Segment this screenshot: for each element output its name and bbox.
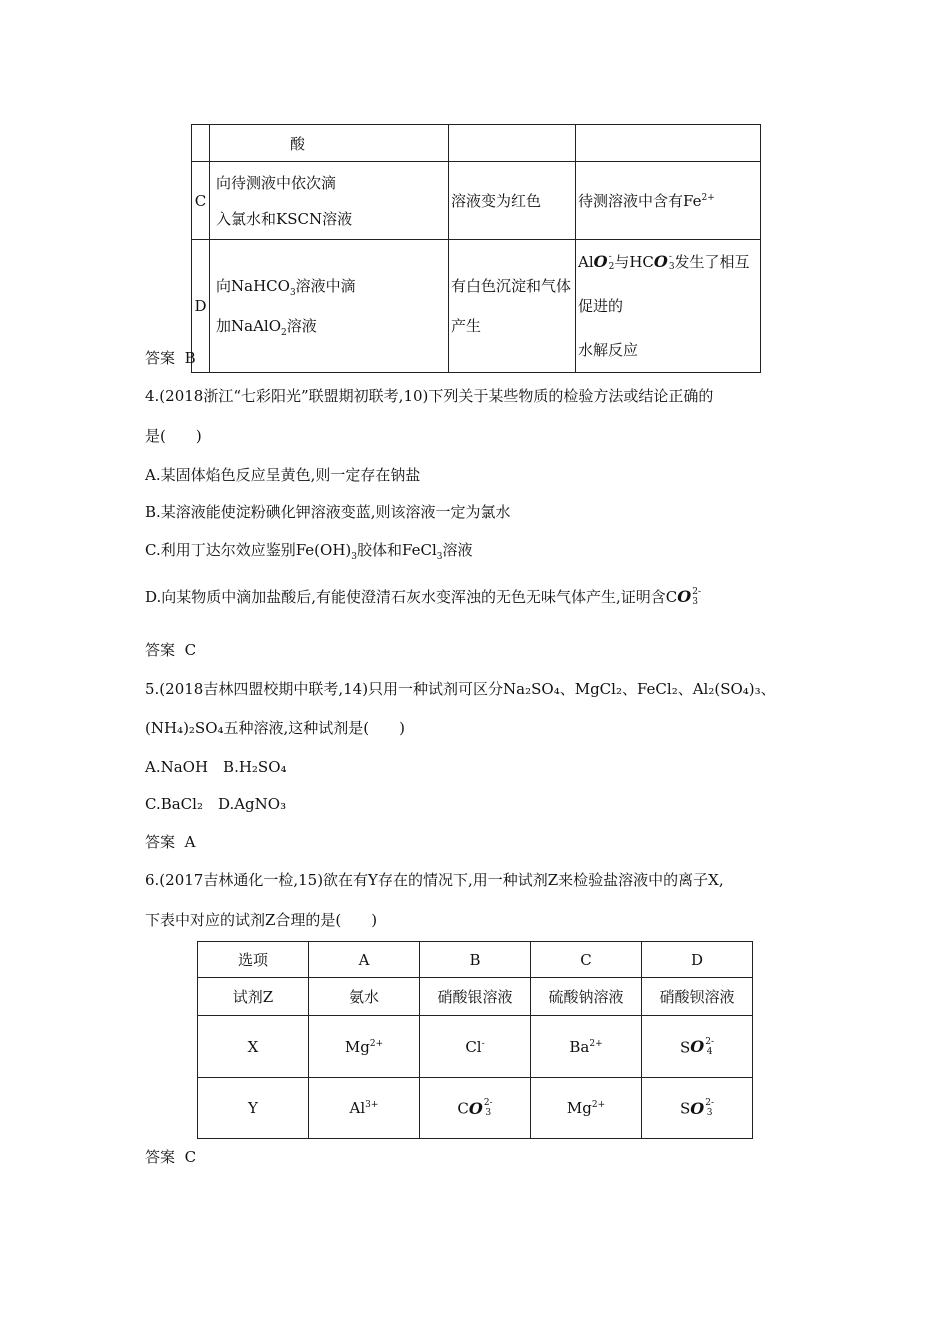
text-fragment: 与HC (614, 253, 654, 271)
ion-charge: 2+ (369, 1038, 384, 1049)
table-cell: 硝酸银溶液 (420, 978, 531, 1016)
oxygen-symbol: O (677, 587, 692, 606)
text-fragment: C.利用丁达尔效应鉴别Fe(OH) (145, 541, 352, 559)
conclusion-text: 待测溶液中含有Fe (578, 192, 702, 210)
question-stem: 4.(2018浙江“七彩阳光”联盟期初联考,10)下列关于某些物质的检验方法或结论正确的 (145, 387, 714, 405)
answer-label: 答案 (145, 1148, 176, 1166)
ion-index (484, 1098, 493, 1118)
table-row (198, 1016, 753, 1078)
answer-label: 答案 (145, 641, 176, 659)
ion-symbol: Mg (344, 1037, 370, 1056)
oxygen-symbol: O (690, 1098, 705, 1118)
table-header-row (198, 942, 753, 978)
table-cell-phenomenon (449, 125, 576, 162)
table-cell (309, 1016, 420, 1078)
table-cell (309, 1078, 420, 1139)
answer-label: 答案 (145, 833, 176, 851)
superscript: 2- (705, 1098, 714, 1108)
ion-charge: 2+ (589, 1038, 603, 1049)
question-stem: 下表中对应的试剂Z合理的是( ) (145, 911, 378, 929)
ion-formula (594, 240, 615, 284)
subscript: 3 (485, 1108, 492, 1118)
text-fragment: D.向某物质中滴加盐酸后,有能使澄清石灰水变浑浊的无色无味气体产生,证明含C (145, 588, 678, 606)
table-header-cell: D (642, 942, 753, 978)
conclusion-line (578, 240, 758, 328)
ion-formula (690, 1098, 714, 1118)
subscript: 3 (436, 552, 443, 562)
superscript: 2- (483, 1098, 493, 1108)
table-cell: 氨水 (309, 978, 420, 1016)
option-c (145, 539, 473, 560)
question-stem: 5.(2018吉林四盟校期中联考,14)只用一种试剂可区分Na₂SO₄、MgCl₂、FeCl₂、Al₂(SO₄)₃、 (145, 680, 776, 698)
reagent-table (197, 941, 753, 1139)
answer-line (145, 831, 195, 852)
answer-value: A (184, 833, 196, 851)
subscript: 3 (668, 262, 675, 272)
operation-line: 入氯水和KSCN溶液 (216, 209, 353, 228)
superscript: - (608, 252, 612, 262)
table-header-cell: 选项 (198, 942, 309, 978)
text-fragment: 溶液中滴 (295, 277, 356, 295)
text-fragment: 向NaHCO (216, 277, 290, 295)
answer-line (145, 347, 196, 368)
table-cell: 试剂Z (198, 978, 309, 1016)
table-cell-option: C (192, 162, 210, 240)
ion-symbol: S (680, 1099, 691, 1118)
phenomenon-line: 有白色沉淀和气体 (451, 277, 572, 295)
ion-charge: 2+ (701, 193, 715, 203)
subscript: 3 (692, 596, 698, 607)
ion-symbol: Mg (566, 1099, 592, 1117)
table-row (192, 240, 761, 373)
table-header-cell: A (309, 942, 420, 978)
text-fragment: 发生了相互促进的 (578, 253, 750, 315)
table-cell-operation: 酸 (210, 125, 449, 162)
question-stem: 是( ) (145, 427, 202, 445)
table-row (192, 162, 761, 240)
operation-line: 向待测液中依次滴 (216, 173, 337, 192)
ion-symbol: C (457, 1099, 469, 1118)
table-cell: 硝酸钡溶液 (642, 978, 753, 1016)
ion-formula (469, 1098, 493, 1118)
text-fragment: 胶体和FeCl (357, 541, 437, 559)
comparison-table-1 (191, 124, 761, 373)
oxygen-symbol: O (593, 252, 608, 271)
table-cell (642, 1078, 753, 1139)
table-cell: X (198, 1016, 309, 1078)
superscript: - (668, 252, 672, 262)
table-header-cell: C (531, 942, 642, 978)
answer-value: B (184, 349, 196, 367)
question-stem: (NH₄)₂SO₄五种溶液,这种试剂是( ) (145, 719, 405, 737)
text-fragment: 加NaAlO (216, 317, 281, 335)
oxygen-symbol: O (468, 1098, 483, 1118)
ion-charge: - (481, 1038, 485, 1049)
answer-value: C (184, 1148, 197, 1166)
ion-charge: 2+ (591, 1100, 606, 1110)
table-cell-option: D (192, 240, 210, 373)
table-row (198, 978, 753, 1016)
question-stem: 6.(2017吉林通化一检,15)欲在有Y存在的情况下,用一种试剂Z来检验盐溶液中的离子X, (145, 871, 724, 889)
subscript: 3 (351, 552, 357, 562)
table-cell-option (192, 125, 210, 162)
subscript: 2 (608, 262, 615, 272)
table-cell-phenomenon (449, 240, 576, 373)
ion-symbol: Al (349, 1099, 366, 1117)
table-row (198, 1078, 753, 1139)
option-d (145, 586, 701, 607)
option-a: A.某固体焰色反应呈黄色,则一定存在钠盐 (145, 466, 421, 484)
answer-value: C (184, 641, 197, 659)
answer-label: 答案 (145, 349, 176, 367)
ion-formula (690, 1037, 714, 1057)
table-cell (420, 1078, 531, 1139)
table-header-cell: B (420, 942, 531, 978)
table-cell: 硫酸钠溶液 (531, 978, 642, 1016)
table-row (192, 125, 761, 162)
text-fragment: Al (578, 253, 594, 271)
ion-index (692, 587, 701, 607)
text-fragment: 溶液 (442, 541, 473, 559)
ion-index (705, 1098, 714, 1118)
options-cd: C.BaCl₂ D.AgNO₃ (145, 795, 287, 813)
subscript: 2 (281, 328, 287, 338)
ion-formula (677, 587, 701, 607)
table-cell-operation (210, 240, 449, 373)
oxygen-symbol: O (653, 252, 668, 271)
table-cell (531, 1078, 642, 1139)
table-cell (642, 1016, 753, 1078)
subscript: 4 (706, 1046, 713, 1057)
operation-line (216, 306, 442, 346)
option-b: B.某溶液能使淀粉碘化钾溶液变蓝,则该溶液一定为氯水 (145, 503, 511, 521)
ion-symbol: Cl (465, 1037, 482, 1056)
table-cell (531, 1016, 642, 1078)
ion-index (705, 1037, 714, 1057)
text-fragment: 溶液 (286, 317, 317, 335)
options-ab: A.NaOH B.H₂SO₄ (145, 758, 287, 776)
ion-formula (654, 240, 675, 284)
answer-line (145, 639, 196, 660)
ion-symbol: Ba (569, 1037, 590, 1056)
superscript: 2- (692, 586, 701, 597)
table-cell-conclusion (576, 162, 761, 240)
table-cell-phenomenon: 溶液变为红色 (449, 162, 576, 240)
answer-line (145, 1146, 196, 1167)
phenomenon-line: 产生 (451, 317, 482, 335)
table-cell-conclusion (576, 125, 761, 162)
subscript: 3 (706, 1108, 713, 1118)
ion-symbol: S (680, 1038, 691, 1056)
ion-charge: 3+ (365, 1100, 379, 1110)
oxygen-symbol: O (690, 1037, 705, 1056)
operation-line (216, 266, 442, 306)
table-cell (420, 1016, 531, 1078)
table-cell-conclusion (576, 240, 761, 373)
table-cell-operation (210, 162, 449, 240)
table-cell: Y (198, 1078, 309, 1139)
subscript: 3 (289, 288, 296, 298)
superscript: 2- (705, 1036, 714, 1047)
conclusion-line: 水解反应 (578, 341, 639, 359)
